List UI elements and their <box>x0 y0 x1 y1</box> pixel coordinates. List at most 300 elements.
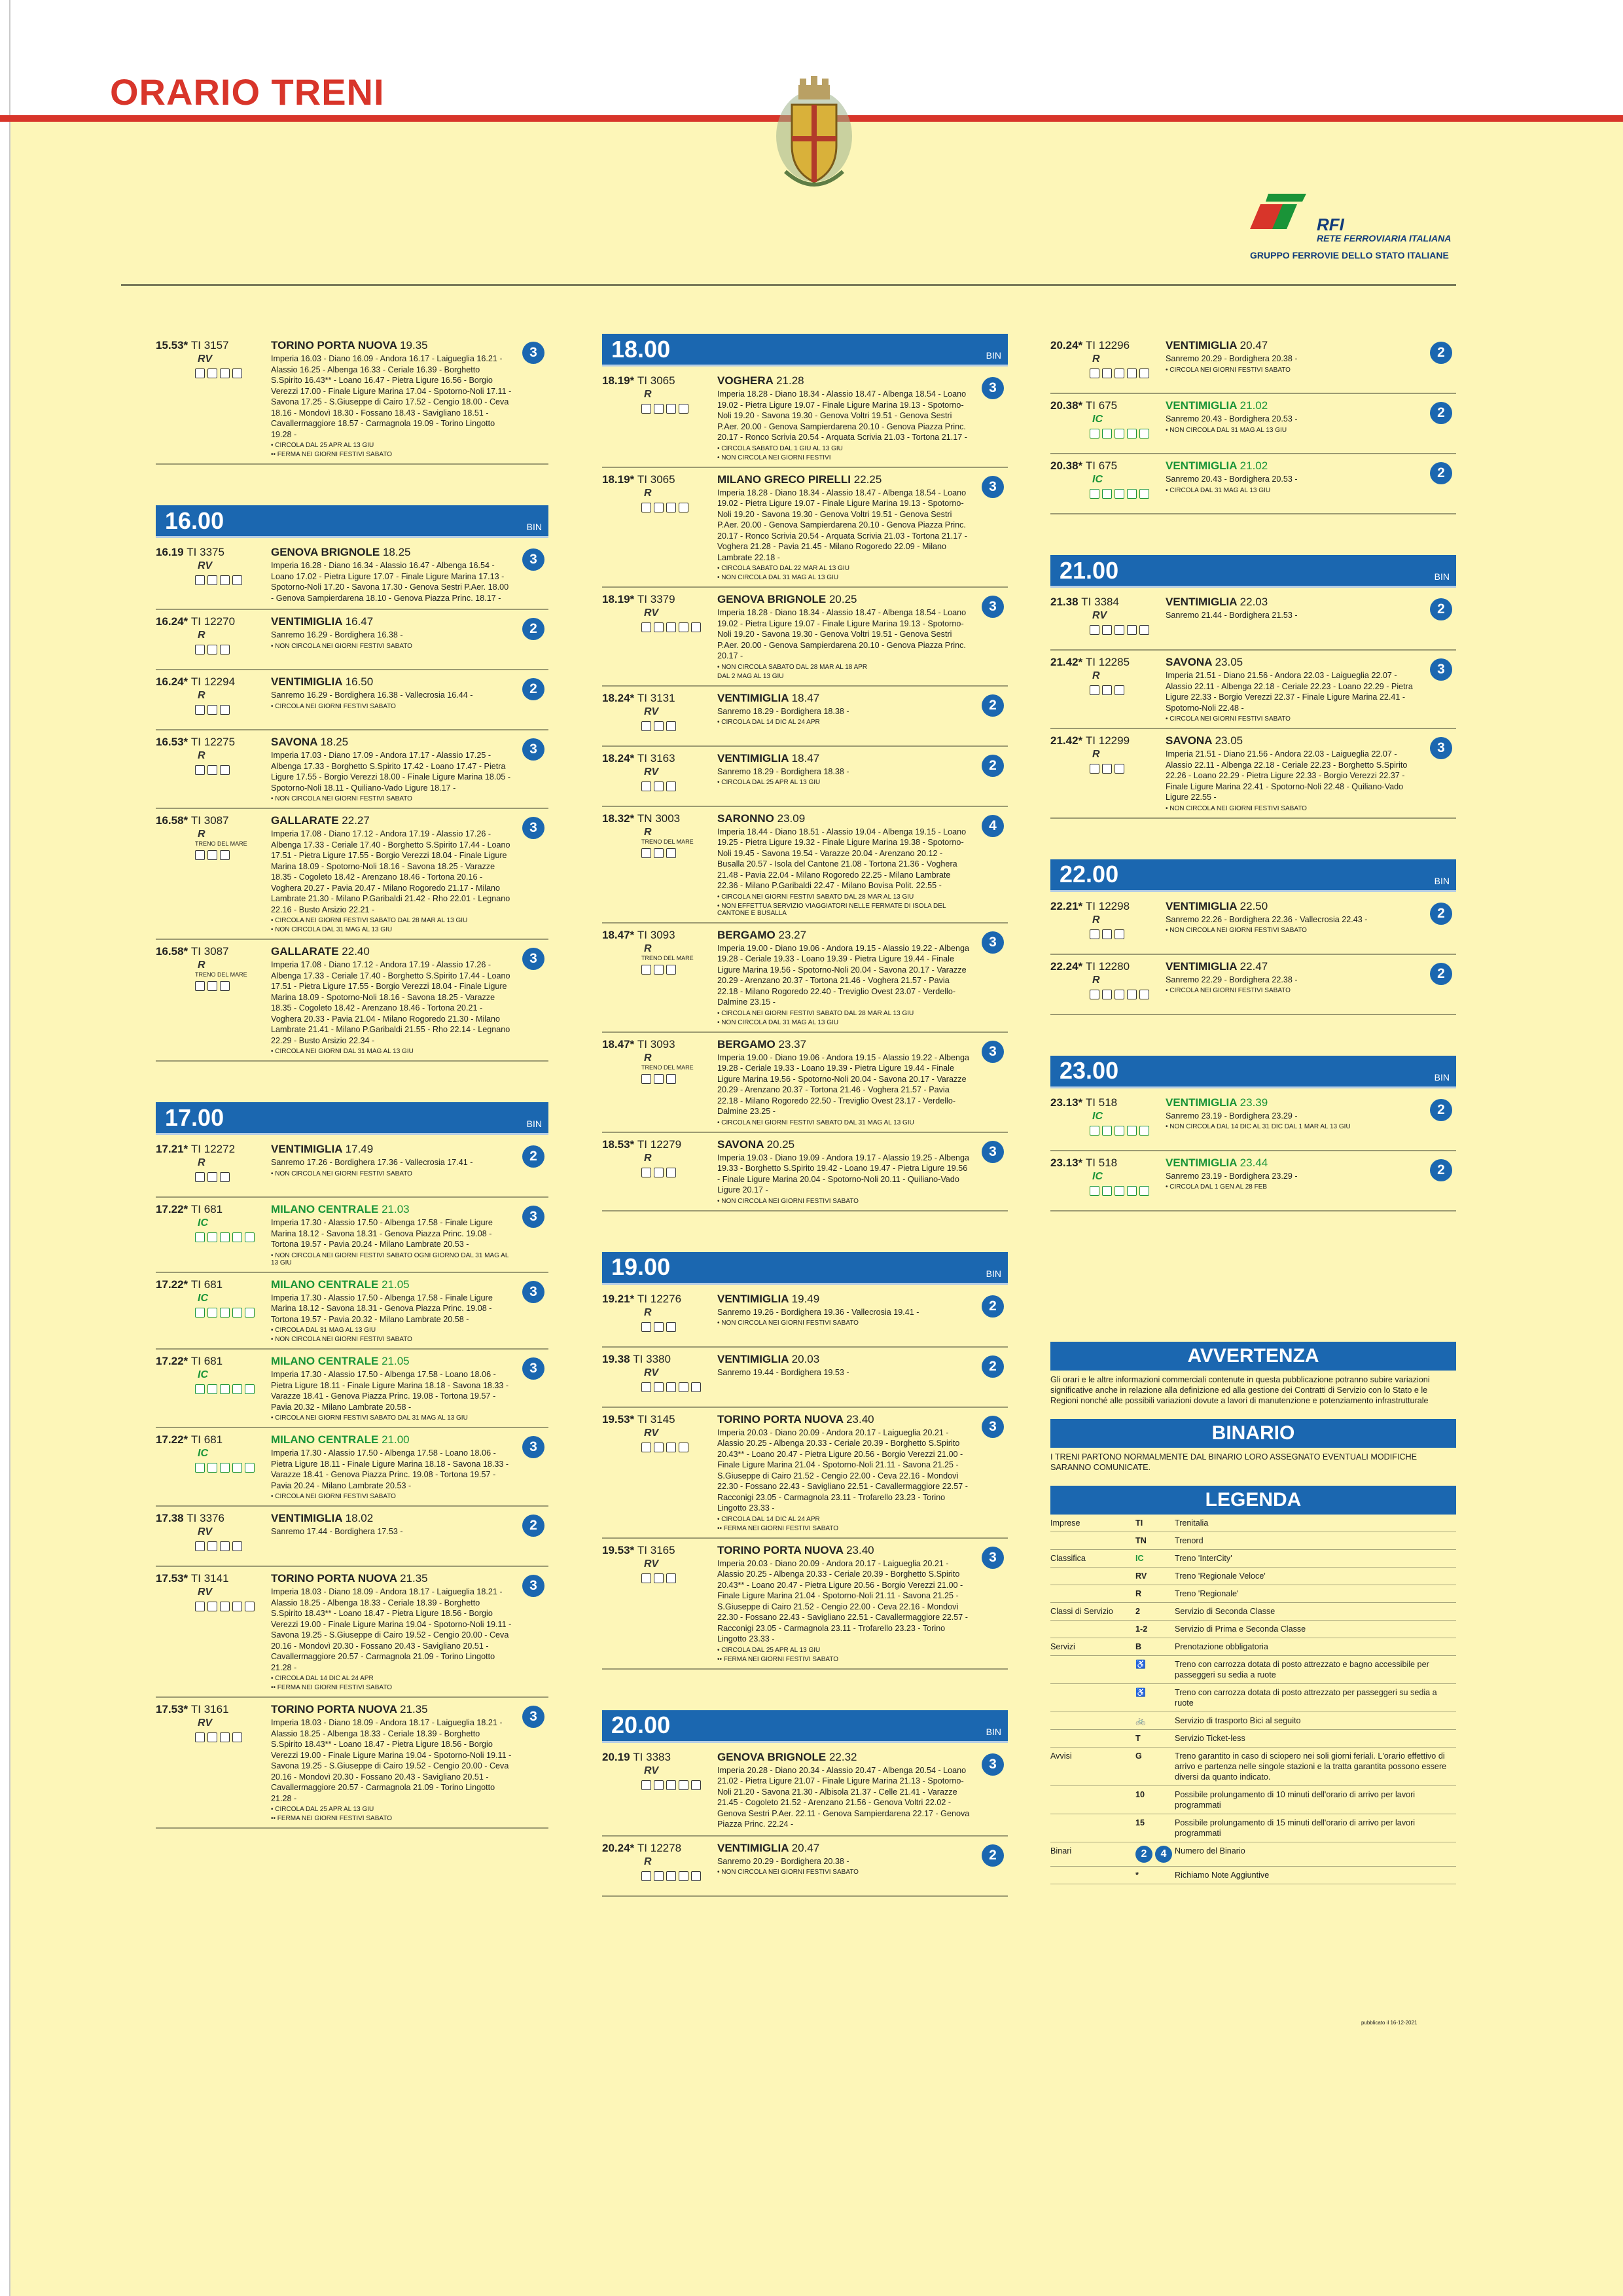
train-details <box>1166 1096 1419 1145</box>
arrival-time: 21.03 <box>382 1203 410 1215</box>
legend-symbol: TN <box>1135 1536 1147 1545</box>
departure-time-value: 20.38* <box>1050 399 1083 412</box>
stop-list: Sanremo 16.29 - Bordighera 16.38 - <box>271 630 403 639</box>
bike-icon <box>679 503 688 512</box>
destination <box>717 752 971 765</box>
legend-category <box>1050 1535 1135 1546</box>
platform-badge: 3 <box>982 377 1004 399</box>
binario-label: BIN <box>986 1268 1001 1279</box>
binario-label: BIN <box>1434 875 1450 886</box>
platform-badge: 3 <box>522 1575 544 1597</box>
train-row <box>602 1033 1008 1133</box>
destination <box>717 1293 971 1306</box>
stop-list: Imperia 17.30 - Alassio 17.50 - Albenga 17.58 - Finale Ligure Marina 18.12 - Savona 18.31 - Genova Piazza Princ. 19.08 - Tortona 19.57 - Pavia 20.24 - Milano Lambrate 20.53 - <box>271 1218 493 1249</box>
departure-time <box>602 1038 717 1051</box>
departure-time-value: 17.53* <box>156 1572 188 1585</box>
train-details <box>271 945 512 1055</box>
train-operator: TI <box>1085 960 1096 973</box>
train-category-icon: RV <box>644 706 659 717</box>
train-details <box>271 1703 512 1822</box>
arrival-time: 21.02 <box>1240 399 1268 412</box>
wheelchair-icon <box>220 1463 230 1473</box>
service-note: • NON CIRCOLA NEI GIORNI FESTIVI SABATO <box>271 1336 412 1343</box>
legend-symbol: IC <box>1135 1554 1144 1563</box>
hour-label: 20.00 <box>611 1712 671 1738</box>
destination-name: VENTIMIGLIA <box>1166 899 1237 912</box>
legend-description: Treno 'InterCity' <box>1175 1554 1232 1563</box>
service-note: • CIRCOLA DAL 25 APR AL 13 GIU <box>717 1646 821 1654</box>
arrival-time: 18.47 <box>791 751 820 764</box>
legend-row <box>1050 1532 1456 1550</box>
second-class-icon <box>641 781 651 791</box>
service-icons <box>641 1573 717 1583</box>
destination <box>1166 1157 1419 1170</box>
train-row <box>602 1287 1008 1348</box>
platform-badge: 2 <box>522 1145 544 1168</box>
train-category-icon: IC <box>198 1369 208 1380</box>
wheelchair-icon <box>1115 1126 1124 1136</box>
train-row <box>1050 454 1456 514</box>
train-row <box>156 1350 548 1428</box>
legend-row <box>1050 1748 1456 1786</box>
legend-category: Avvisi <box>1050 1751 1072 1761</box>
train-meta <box>1050 399 1166 448</box>
train-category-icon: RV <box>198 1526 213 1537</box>
second-class-icon <box>641 1573 651 1583</box>
wheelchair-icon <box>1115 368 1124 378</box>
booking-icon <box>654 1780 664 1790</box>
train-row <box>156 1567 548 1698</box>
destination <box>271 1703 512 1716</box>
destination-name: VENTIMIGLIA <box>717 1841 789 1854</box>
platform-badge: 2 <box>1430 402 1452 424</box>
destination-name: VENTIMIGLIA <box>1166 1096 1237 1109</box>
legend-row <box>1050 1867 1456 1884</box>
service-note: • NON CIRCOLA NEI GIORNI FESTIVI SABATO <box>717 1197 859 1205</box>
second-class-icon <box>195 850 205 860</box>
arrival-time: 16.47 <box>345 615 374 628</box>
service-note: • NON CIRCOLA NEI GIORNI FESTIVI <box>717 454 831 461</box>
platform-badge: 2 <box>982 1844 1004 1867</box>
bike-icon <box>679 404 688 414</box>
destination-name: BERGAMO <box>717 928 776 941</box>
second-class-icon <box>195 981 205 991</box>
train-meta <box>602 692 717 740</box>
stop-list: Sanremo 20.43 - Bordighera 20.53 - <box>1166 475 1298 484</box>
bike-icon <box>679 1382 688 1392</box>
second-class-icon <box>195 368 205 378</box>
train-number: 12294 <box>204 675 236 688</box>
train-operator: TI <box>190 1572 202 1585</box>
service-icons <box>1090 990 1166 999</box>
destination-name: TORINO PORTA NUOVA <box>717 1543 844 1556</box>
departure-time-value: 18.53* <box>602 1138 635 1151</box>
legend-description: Trenitalia <box>1175 1518 1209 1528</box>
departure-time-value: 17.38 <box>156 1512 184 1524</box>
train-operator: TI <box>1085 1156 1096 1169</box>
service-note: • CIRCOLA NEI GIORNI FESTIVI SABATO <box>1166 366 1291 374</box>
departure-time-value: 21.42* <box>1050 656 1083 668</box>
departure-time-value: 21.38 <box>1050 596 1079 608</box>
second-class-icon <box>1090 368 1099 378</box>
train-details <box>717 692 971 740</box>
arrival-time: 19.49 <box>791 1292 820 1305</box>
legend-category <box>1050 1624 1135 1634</box>
legend-row <box>1050 1568 1456 1585</box>
train-operator: TI <box>190 945 202 958</box>
train-operator: TI <box>190 736 202 748</box>
binario-label: BIN <box>526 1119 542 1129</box>
train-meta <box>602 1353 717 1401</box>
departure-time <box>156 736 271 749</box>
legend-symbol: 15 <box>1135 1818 1145 1827</box>
train-details <box>1166 900 1419 948</box>
wheelchair-icon <box>666 1443 676 1452</box>
train-number: 12299 <box>1098 734 1130 747</box>
destination-name: GALLARATE <box>271 814 339 827</box>
wheelchair-icon <box>654 1322 664 1332</box>
destination-name: TORINO PORTA NUOVA <box>271 1572 397 1585</box>
destination-name: VENTIMIGLIA <box>271 1512 342 1524</box>
stop-list: Sanremo 18.29 - Bordighera 18.38 - <box>717 706 849 716</box>
legend-row <box>1050 1515 1456 1532</box>
departure-time <box>1050 459 1166 473</box>
train-details <box>717 752 971 800</box>
legend-category: Servizi <box>1050 1642 1075 1651</box>
platform-badge: 3 <box>522 342 544 364</box>
destination-name: VENTIMIGLIA <box>271 615 342 628</box>
arrival-time: 20.25 <box>829 593 857 605</box>
train-category-icon: R <box>198 1157 205 1168</box>
legend-category: Classifica <box>1050 1554 1086 1563</box>
timetable-column-2 <box>602 334 1008 1897</box>
stop-list: Sanremo 16.29 - Bordighera 16.38 - Vallecrosia 16.44 - <box>271 691 473 700</box>
service-icons <box>195 850 271 860</box>
booking-icon <box>654 1382 664 1392</box>
destination-name: VENTIMIGLIA <box>1166 1156 1237 1169</box>
train-category-icon: RV <box>198 353 213 365</box>
train-meta <box>156 1278 271 1344</box>
notices-panel <box>1050 1335 1456 1884</box>
first-second-class-icon <box>1090 1126 1099 1136</box>
wheelchair-icon <box>220 1308 230 1318</box>
train-number: 3093 <box>650 1037 675 1050</box>
train-operator: TI <box>637 928 648 941</box>
destination <box>271 1355 512 1368</box>
train-meta <box>156 339 271 458</box>
legend-symbol: B <box>1135 1642 1142 1651</box>
platform-badge: 2 <box>1430 598 1452 620</box>
train-meta <box>156 546 271 603</box>
service-icons <box>195 368 271 378</box>
second-class-icon <box>195 575 205 585</box>
service-note: • CIRCOLA NEI GIORNI FESTIVI SABATO <box>1166 987 1291 994</box>
arrival-time: 20.47 <box>791 1841 820 1854</box>
platform-badge: 3 <box>1430 658 1452 681</box>
legend-category <box>1050 1789 1135 1810</box>
legend-symbol: 2 <box>1135 1607 1141 1616</box>
train-number: 3379 <box>650 593 675 605</box>
arrival-time: 20.03 <box>791 1352 820 1365</box>
wheelchair-icon <box>666 622 676 632</box>
wheelchair-icon <box>666 404 676 414</box>
train-meta <box>602 473 717 582</box>
hour-spacer <box>1050 514 1456 555</box>
train-details <box>271 1278 512 1344</box>
destination-name: GENOVA BRIGNOLE <box>717 1750 827 1763</box>
arrival-time: 20.47 <box>1240 339 1268 351</box>
train-category-icon: IC <box>198 1448 208 1459</box>
booking-icon <box>207 1602 217 1611</box>
hour-label: 21.00 <box>1060 556 1119 584</box>
wheelchair-icon <box>666 503 676 512</box>
departure-time <box>602 929 717 942</box>
departure-time <box>1050 339 1166 352</box>
train-category-icon: R <box>644 942 652 954</box>
arrival-time: 18.02 <box>345 1512 374 1524</box>
booking-icon <box>207 1541 217 1551</box>
platform-badge: 4 <box>982 815 1004 837</box>
service-icons <box>1090 368 1166 378</box>
train-row <box>602 1348 1008 1408</box>
train-row <box>156 670 548 730</box>
platform-badge: 3 <box>522 1281 544 1303</box>
departure-time <box>156 1278 271 1291</box>
arrival-time: 21.00 <box>382 1433 410 1446</box>
train-number: 12272 <box>204 1143 236 1155</box>
treno-del-mare-label: TRENO DEL MARE <box>641 954 694 961</box>
wheelchair-icon <box>654 1573 664 1583</box>
arrival-time: 23.40 <box>846 1543 874 1556</box>
train-row <box>1050 955 1456 1015</box>
service-note: • NON CIRCOLA NEI GIORNI FESTIVI SABATO OGNI GIORNO DAL 31 MAG AL 13 GIU <box>271 1251 509 1266</box>
booking-icon <box>1102 429 1112 439</box>
departure-time-value: 21.42* <box>1050 734 1083 747</box>
train-meta <box>156 814 271 933</box>
train-details <box>1166 399 1419 448</box>
destination <box>271 1143 512 1156</box>
service-note: • CIRCOLA DAL 1 GEN AL 28 FEB <box>1166 1183 1268 1191</box>
municipal-crest-icon <box>772 73 856 198</box>
binario-heading: BINARIO <box>1050 1419 1456 1448</box>
train-meta <box>1050 656 1166 723</box>
service-note: • CIRCOLA NEI GIORNI FESTIVI SABATO DAL 28 MAR AL 13 GIU <box>271 917 468 924</box>
train-meta <box>156 1203 271 1266</box>
train-row <box>602 1746 1008 1837</box>
hour-header <box>1050 1056 1456 1088</box>
guaranteed-icon <box>691 1871 701 1881</box>
arrival-time: 21.05 <box>382 1278 410 1291</box>
stop-list: Imperia 18.28 - Diano 18.34 - Alassio 18.47 - Albenga 18.54 - Loano 19.02 - Pietra Ligure 19.07 - Finale Ligure Marina 19.13 - Spotorno-Noli 19.20 - Savona 19.30 - Genova Voltri 19.51 - Genova Sestri P.Aer. 20.00 - Genova Sampierdarena 20.10 - Genova Piazza Princ. 20.17 - Ronco Scrivia 20.54 - Arquata Scrivia 21.03 - Tortona 21.17 - <box>717 389 967 442</box>
legend-category <box>1050 1733 1135 1744</box>
train-meta <box>1050 1157 1166 1205</box>
train-category-icon: RV <box>198 1717 213 1729</box>
train-meta <box>1050 734 1166 812</box>
destination <box>271 675 512 689</box>
service-note: • NON CIRCOLA NEI GIORNI FESTIVI SABATO <box>271 642 412 650</box>
hour-label: 22.00 <box>1060 861 1119 888</box>
stop-list: Sanremo 23.19 - Bordighera 23.29 - <box>1166 1111 1298 1121</box>
train-operator: TI <box>633 1352 643 1365</box>
departure-time <box>1050 734 1166 747</box>
train-row <box>1050 334 1456 394</box>
train-category-icon: RV <box>644 766 659 778</box>
train-meta <box>602 593 717 680</box>
platform-badge: 3 <box>982 596 1004 618</box>
booking-icon <box>207 1463 217 1473</box>
train-details <box>717 1293 971 1341</box>
train-row <box>1050 394 1456 454</box>
platform-number-icon: 2 <box>1135 1846 1152 1863</box>
booking-icon <box>654 1168 664 1177</box>
train-details <box>271 1355 512 1422</box>
departure-time-value: 18.19* <box>602 473 635 486</box>
train-operator: TI <box>637 593 648 605</box>
booking-icon <box>1102 1126 1112 1136</box>
service-note: • CIRCOLA SABATO DAL 22 MAR AL 13 GIU <box>717 565 849 572</box>
train-operator: TI <box>637 1037 648 1050</box>
destination <box>1166 596 1419 609</box>
bike-icon <box>1115 764 1124 774</box>
train-number: 3163 <box>650 751 675 764</box>
train-details <box>1166 734 1419 812</box>
legend-category <box>1050 1870 1135 1880</box>
destination <box>717 593 971 606</box>
train-number: 3375 <box>200 546 224 558</box>
legend-category <box>1050 1571 1135 1581</box>
departure-time-value: 17.22* <box>156 1355 188 1367</box>
departure-time-value: 18.24* <box>602 751 635 764</box>
destination-name: VENTIMIGLIA <box>1166 339 1237 351</box>
train-category-icon: R <box>1092 974 1100 986</box>
platform-number-icon: 4 <box>1155 1846 1172 1863</box>
arrival-time: 22.40 <box>342 945 370 958</box>
destination-name: SAVONA <box>717 1138 764 1151</box>
destination-name: VOGHERA <box>717 374 774 387</box>
bike-icon <box>679 1871 688 1881</box>
train-operator: TI <box>637 374 648 387</box>
train-category-icon: RV <box>1092 610 1107 621</box>
train-details <box>717 473 971 582</box>
departure-time <box>156 546 271 559</box>
train-details <box>271 814 512 933</box>
platform-badge: 3 <box>982 931 1004 954</box>
service-note: • CIRCOLA NEI GIORNI FESTIVI SABATO DAL 28 MAR AL 13 GIU <box>717 893 914 901</box>
destination-name: MILANO CENTRALE <box>271 1433 379 1446</box>
platform-badge: 3 <box>982 476 1004 498</box>
train-details <box>1166 960 1419 1009</box>
arrival-time: 23.05 <box>1215 656 1243 668</box>
service-icons <box>641 1871 717 1881</box>
train-operator: TI <box>187 546 197 558</box>
train-details <box>271 736 512 802</box>
second-class-icon <box>641 1382 651 1392</box>
left-margin-stripe <box>0 0 10 2296</box>
hour-spacer <box>156 465 548 505</box>
destination <box>271 1512 512 1525</box>
legend-category <box>1050 1687 1135 1708</box>
destination <box>717 929 971 942</box>
train-details <box>717 1413 971 1532</box>
train-operator: TI <box>190 1355 202 1367</box>
service-icons <box>195 1384 271 1394</box>
train-meta <box>156 1433 271 1500</box>
destination <box>271 1572 512 1585</box>
train-operator: TI <box>190 1433 202 1446</box>
stop-list: Imperia 16.03 - Diano 16.09 - Andora 16.17 - Laigueglia 16.21 - Alassio 16.25 - Albenga 16.33 - Ceriale 16.39 - Borghetto S.Spirito 16.43** - Loano 16.47 - Pietra Ligure 16.56 - Borgio Verezzi 17.00 - Finale Ligure Marina 17.04 - Spotorno-Noli 17.11 - Savona 17.25 - S.Giuseppe di Cairo 17.52 - Cengio 18.00 - Ceva 18.16 - Mondovì 18.30 - Fossano 18.43 - Savigliano 18.51 - Cavallermaggiore 18.57 - Carmagnola 19.09 - Torino Lingotto 19.28 - <box>271 354 512 439</box>
arrival-time: 23.05 <box>1215 734 1243 747</box>
service-note: • CIRCOLA NEI GIORNI DAL 31 MAG AL 13 GIU <box>271 1048 414 1055</box>
stop-list: Imperia 18.44 - Diano 18.51 - Alassio 19.04 - Albenga 19.15 - Loano 19.25 - Pietra Ligure 19.32 - Finale Ligure Marina 19.38 - Spotorno-Noli 19.45 - Savona 19.54 - Varazze 20.04 - Arenzano 20.12 - Busalla 20.57 - Isola del Cantone 21.08 - Tortona 21.36 - Voghera 21.48 - Pavia 22.04 - Milano Rogoredo 22.25 - Milano Lambrate 22.36 - Milano P.Garibaldi 22.47 - Milano Bovisa Polit. 22.55 - <box>717 827 967 890</box>
platform-badge: 2 <box>982 1355 1004 1378</box>
departure-time-value: 20.24* <box>602 1841 635 1854</box>
service-icons <box>1090 929 1166 939</box>
departure-time <box>602 812 717 825</box>
service-note: • CIRCOLA NEI GIORNI FESTIVI SABATO <box>1166 715 1291 723</box>
stop-list: Imperia 18.03 - Diano 18.09 - Andora 18.17 - Laigueglia 18.21 - Alassio 18.25 - Albenga 18.33 - Ceriale 18.39 - Borghetto S.Spirito 18.43** - Loano 18.47 - Pietra Ligure 18.56 - Borgio Verezzi 19.00 - Finale Ligure Marina 19.04 - Spotorno-Noli 19.11 - Savona 19.25 - S.Giuseppe di Cairo 19.52 - Cengio 20.00 - Ceva 20.16 - Mondovì 20.30 - Fossano 20.43 - Savigliano 20.51 - Cavallermaggiore 20.57 - Carmagnola 21.09 - Torino Lingotto 21.28 - <box>271 1718 512 1803</box>
legend-row <box>1050 1712 1456 1730</box>
train-details <box>717 1842 971 1890</box>
stop-list: Sanremo 19.44 - Bordighera 19.53 - <box>717 1367 849 1377</box>
departure-time <box>602 1353 717 1366</box>
booking-icon <box>1102 625 1112 635</box>
departure-time <box>602 1842 717 1855</box>
train-meta <box>602 929 717 1026</box>
legend-symbol: T <box>1135 1734 1141 1743</box>
service-note: • CIRCOLA DAL 25 APR AL 13 GIU <box>271 442 374 449</box>
destination <box>271 1203 512 1216</box>
service-icons <box>641 404 717 414</box>
train-row <box>602 1539 1008 1670</box>
train-meta <box>602 752 717 800</box>
arrival-time: 22.47 <box>1240 960 1268 973</box>
bike-icon <box>232 1732 242 1742</box>
bike-icon <box>1127 1126 1137 1136</box>
hour-label: 17.00 <box>165 1103 224 1131</box>
service-note: • CIRCOLA DAL 31 MAG AL 13 GIU <box>1166 486 1271 494</box>
train-operator: TI <box>633 1750 643 1763</box>
bike-icon <box>1127 1186 1137 1196</box>
service-icons <box>1090 489 1166 499</box>
second-class-icon <box>641 848 651 858</box>
service-icons <box>641 1780 717 1790</box>
train-operator: TI <box>1085 734 1096 747</box>
wheelchair-icon <box>220 1602 230 1611</box>
service-note: •• FERMA NEI GIORNI FESTIVI SABATO <box>271 1815 392 1822</box>
destination-name: SAVONA <box>1166 734 1212 747</box>
bike-icon <box>666 1322 676 1332</box>
train-details <box>271 1433 512 1500</box>
second-class-icon <box>1090 764 1099 774</box>
hour-label: 16.00 <box>165 507 224 534</box>
service-note: • NON CIRCOLA NEI GIORNI FESTIVI SABATO <box>1166 927 1307 934</box>
platform-badge: 3 <box>982 1041 1004 1063</box>
train-number: 3380 <box>646 1352 671 1365</box>
stop-list: Imperia 19.03 - Diano 19.09 - Andora 19.17 - Alassio 19.25 - Albenga 19.33 - Borghetto S.Spirito 19.42 - Loano 19.47 - Pietra Ligure 19.56 - Finale Ligure Marina 20.04 - Spotorno-Noli 20.11 - Quiliano-Vado Ligure 20.17 - <box>717 1153 970 1194</box>
train-number: 675 <box>1098 459 1118 472</box>
ticketless-icon <box>1139 429 1149 439</box>
train-operator: TI <box>1085 1096 1096 1109</box>
wheelchair-icon <box>1115 625 1124 635</box>
train-operator: TI <box>190 1203 202 1215</box>
train-operator: TI <box>190 1703 202 1715</box>
service-note: • CIRCOLA NEI GIORNI FESTIVI SABATO <box>271 702 396 710</box>
second-class-icon <box>641 503 651 512</box>
train-operator: TI <box>637 473 648 486</box>
train-category-icon: IC <box>198 1217 208 1229</box>
train-details <box>717 1751 971 1830</box>
bike-icon <box>679 622 688 632</box>
